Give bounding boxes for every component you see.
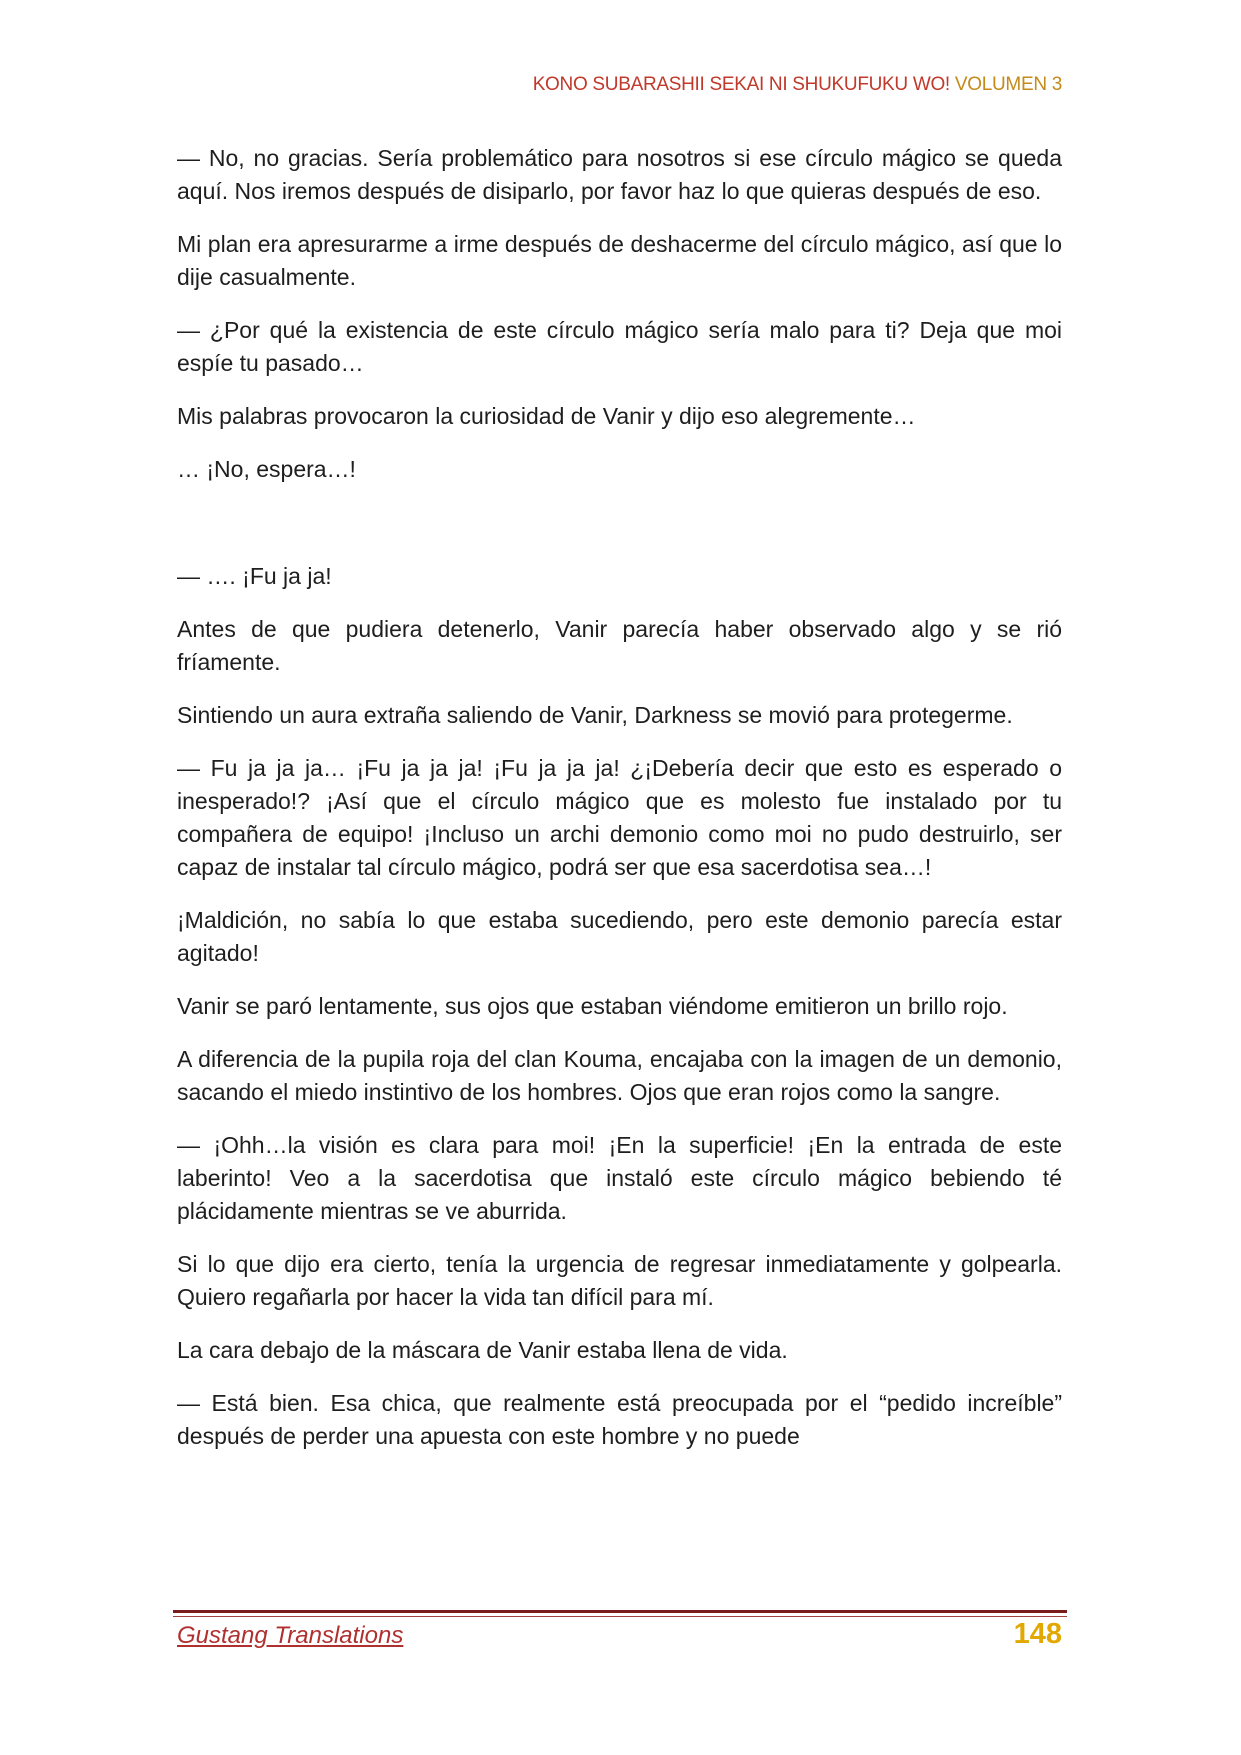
body-text	[177, 142, 1062, 1602]
paragraph: A diferencia de la pupila roja del clan Kouma, encajaba con la imagen de un demonio, sacando el miedo instintivo de los hombres. Ojos que eran rojos como la sangre.	[177, 1046, 1062, 1105]
paragraph: ¡Maldición, no sabía lo que estaba sucediendo, pero este demonio parecía estar agitado!	[177, 907, 1062, 966]
paragraph: — ¡Ohh…la visión es clara para moi! ¡En la superficie! ¡En la entrada de este laberinto! Veo a la sacerdotisa que instaló este círculo mágico bebiendo té plácidamente mientras se ve aburrida.	[177, 1132, 1062, 1224]
paragraph: Mis palabras provocaron la curiosidad de Vanir y dijo eso alegremente…	[177, 403, 916, 429]
footer-publisher-link[interactable]: Gustang Translations	[177, 1622, 404, 1649]
paragraph: Sintiendo un aura extraña saliendo de Vanir, Darkness se movió para protegerme.	[177, 702, 1013, 728]
page-number: 148	[1013, 1618, 1062, 1650]
footer-divider-thin	[173, 1616, 1067, 1617]
paragraph: Vanir se paró lentamente, sus ojos que estaban viéndome emitieron un brillo rojo.	[177, 993, 1008, 1019]
footer-divider	[173, 1610, 1067, 1613]
paragraph: Mi plan era apresurarme a irme después de deshacerme del círculo mágico, así que lo dije casualmente.	[177, 231, 1062, 290]
paragraph: — …. ¡Fu ja ja!	[177, 563, 332, 589]
paragraph: — Está bien. Esa chica, que realmente está preocupada por el “pedido increíble” después de perder una apuesta con este hombre y no puede	[177, 1390, 1062, 1449]
paragraph: La cara debajo de la máscara de Vanir estaba llena de vida.	[177, 1337, 788, 1363]
paragraph: Antes de que pudiera detenerlo, Vanir parecía haber observado algo y se rió fríamente.	[177, 616, 1062, 675]
header-volume: VOLUMEN 3	[954, 74, 1062, 95]
paragraph: … ¡No, espera…!	[177, 456, 356, 482]
header-title: KONO SUBARASHII SEKAI NI SHUKUFUKU WO!	[532, 74, 955, 95]
paragraph: — ¿Por qué la existencia de este círculo mágico sería malo para ti? Deja que moi espíe tu pasado…	[177, 317, 1062, 376]
running-header	[0, 74, 1062, 96]
paragraph: — Fu ja ja ja… ¡Fu ja ja ja! ¡Fu ja ja ja! ¿¡Debería decir que esto es esperado o inesperado!? ¡Así que el círculo mágico que es molesto fue instalado por tu compañera de equipo! ¡Incluso un archi demonio como moi no pudo destruirlo, ser capaz de instalar tal círculo mágico, podrá ser que esa sacerdotisa sea…!	[177, 755, 1062, 880]
paragraph: — No, no gracias. Sería problemático para nosotros si ese círculo mágico se queda aquí. Nos iremos después de disiparlo, por favor haz lo que quieras después de eso.	[177, 145, 1062, 204]
paragraph: Si lo que dijo era cierto, tenía la urgencia de regresar inmediatamente y golpearla. Quiero regañarla por hacer la vida tan difícil para mí.	[177, 1251, 1062, 1310]
